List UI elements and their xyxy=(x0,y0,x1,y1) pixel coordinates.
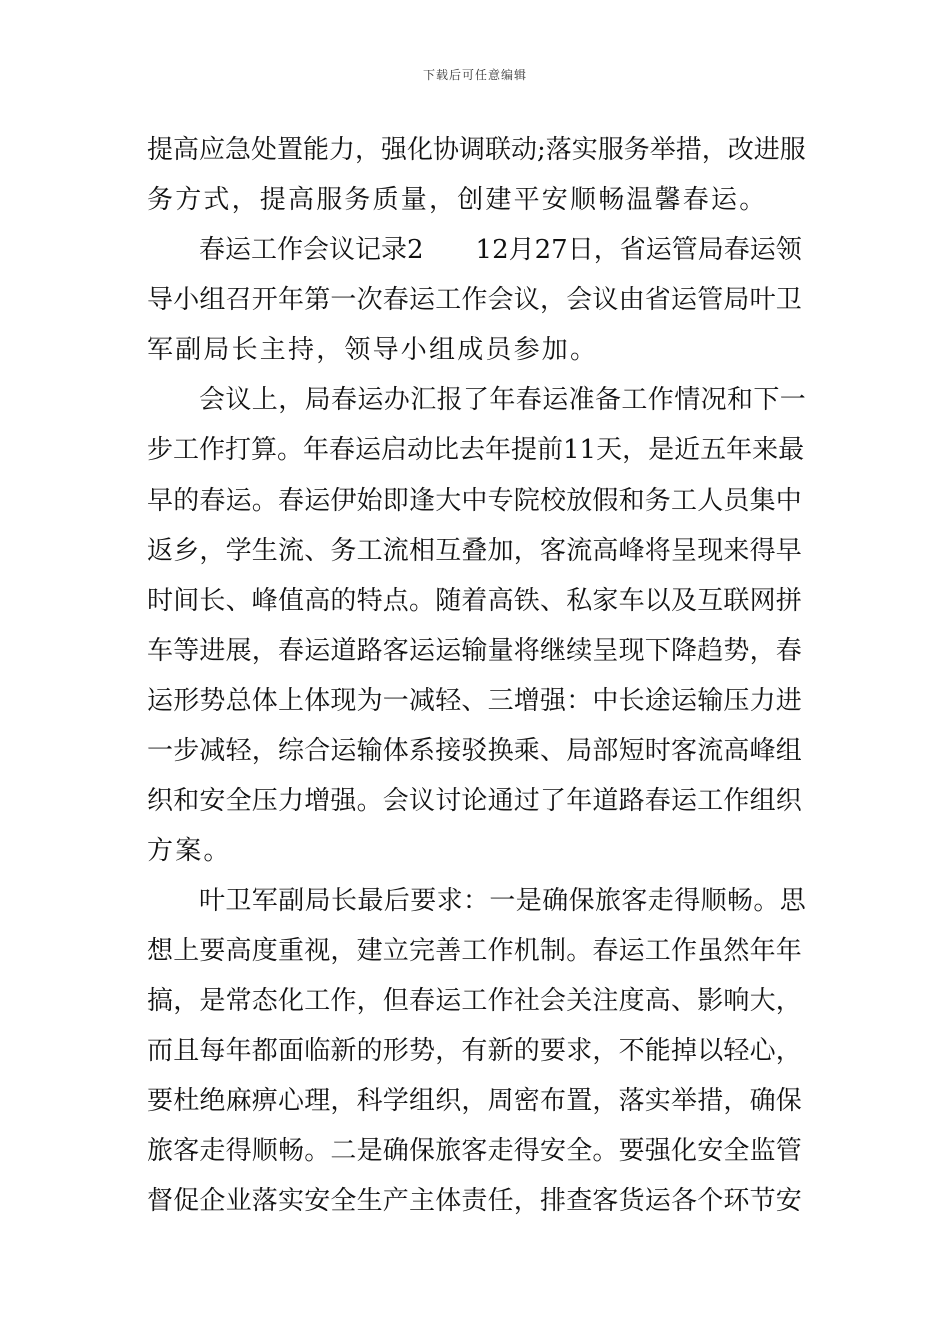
body-line: 导小组召开年第一次春运工作会议，会议由省运管局叶卫 xyxy=(147,285,803,315)
body-line: 务方式，提高服务质量，创建平安顺畅温馨春运。 xyxy=(147,185,768,215)
body-line: 旅客走得顺畅。二是确保旅客走得安全。要强化安全监管 xyxy=(147,1136,803,1166)
body-line: 而且每年都面临新的形势，有新的要求，不能掉以轻心， xyxy=(147,1036,803,1066)
body-line: 搞，是常态化工作，但春运工作社会关注度高、影响大， xyxy=(147,986,803,1016)
body-line: 会议上，局春运办汇报了年春运准备工作情况和下一 xyxy=(199,385,807,415)
body-line: 提高应急处置能力，强化协调联动;落实服务举措，改进服 xyxy=(147,135,806,165)
body-line: 车等进展，春运道路客运运输量将继续呈现下降趋势，春 xyxy=(147,636,803,666)
body-line: 步工作打算。年春运启动比去年提前11天，是近五年来最 xyxy=(147,435,805,465)
body-line: 早的春运。春运伊始即逢大中专院校放假和务工人员集中 xyxy=(147,486,803,516)
body-line: 运形势总体上体现为一减轻、三增强：中长途运输压力进 xyxy=(147,686,803,716)
body-line: 时间长、峰值高的特点。随着高铁、私家车以及互联网拼 xyxy=(147,586,803,616)
body-line: 要杜绝麻痹心理，科学组织，周密布置，落实举措，确保 xyxy=(147,1086,803,1116)
body-line: 春运工作会议记录2 12月27日，省运管局春运领 xyxy=(199,235,802,265)
header-note: 下载后可任意编辑 xyxy=(422,68,527,82)
body-line: 返乡，学生流、务工流相互叠加，客流高峰将呈现来得早 xyxy=(147,536,803,566)
body-line: 想上要高度重视，建立完善工作机制。春运工作虽然年年 xyxy=(147,936,803,966)
body-line: 督促企业落实安全生产主体责任，排查客货运各个环节安 xyxy=(147,1186,803,1216)
body-line: 叶卫军副局长最后要求：一是确保旅客走得顺畅。思 xyxy=(199,886,807,916)
body-line: 方案。 xyxy=(147,836,232,866)
body-line: 织和安全压力增强。会议讨论通过了年道路春运工作组织 xyxy=(147,786,803,816)
body-line: 军副局长主持，领导小组成员参加。 xyxy=(147,335,599,365)
body-line: 一步减轻，综合运输体系接驳换乘、局部短时客流高峰组 xyxy=(147,736,803,766)
